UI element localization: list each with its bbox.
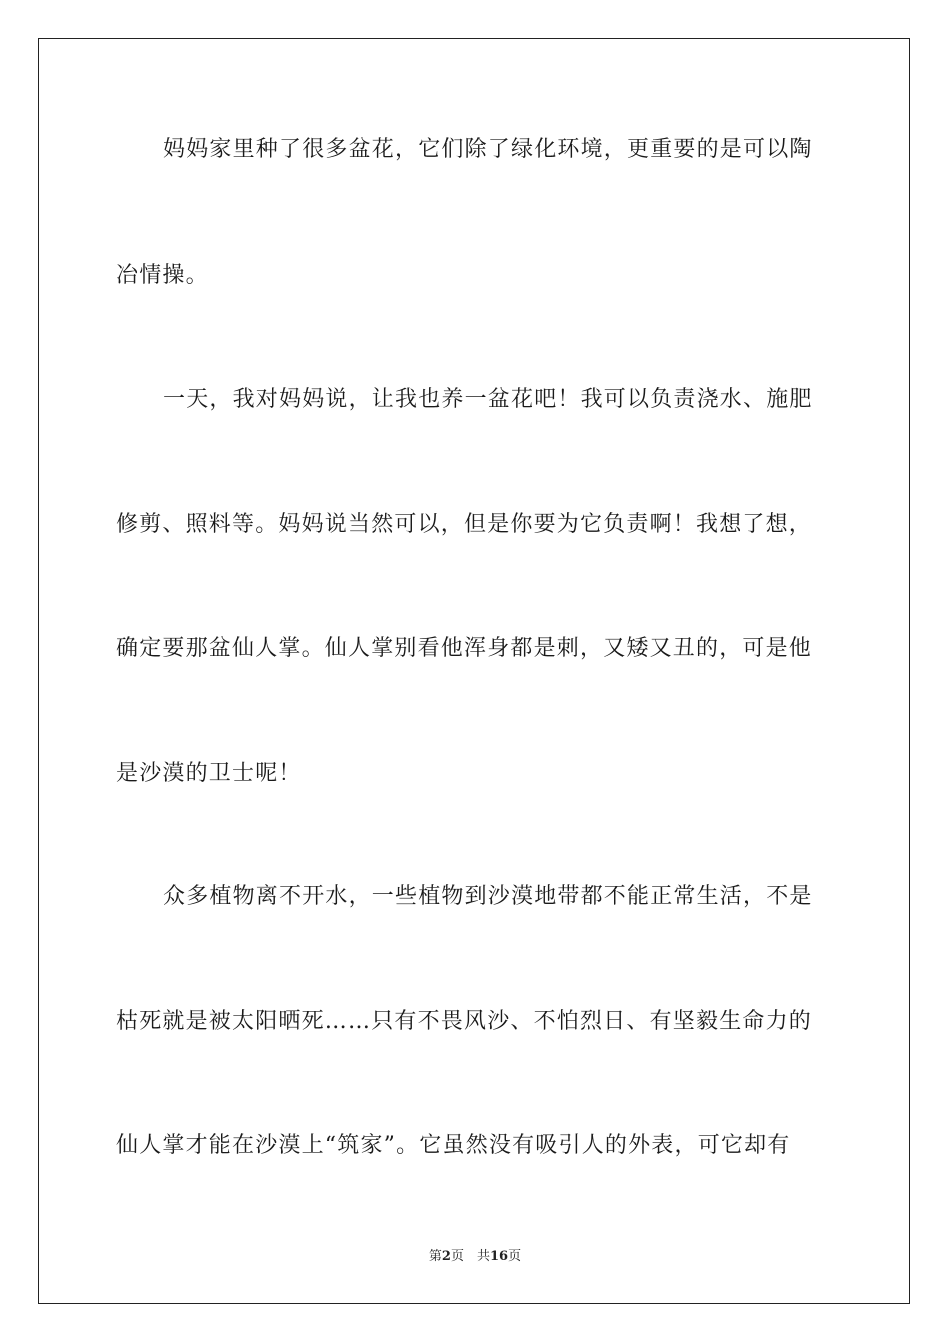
paragraph-2-line-3: 确定要那盆仙人掌。仙人掌别看他浑身都是刺，又矮又丑的，可是他 bbox=[116, 636, 813, 661]
page-footer bbox=[0, 1248, 950, 1266]
paragraph-2-line-2: 修剪、照料等。妈妈说当然可以，但是你要为它负责啊！我想了想， bbox=[116, 512, 813, 537]
paragraph-1-line-2: 冶情操。 bbox=[116, 263, 209, 288]
page-border bbox=[38, 38, 910, 1304]
footer-page-prefix: 第 bbox=[428, 1249, 442, 1264]
footer-current-page: 2 bbox=[441, 1249, 451, 1264]
paragraph-2-line-4: 是沙漠的卫士呢！ bbox=[116, 761, 302, 786]
paragraph-3-line-1: 众多植物离不开水，一些植物到沙漠地带都不能正常生活，不是 bbox=[163, 884, 813, 909]
footer-page-mid: 页 共 bbox=[450, 1249, 490, 1264]
paragraph-2-line-1: 一天，我对妈妈说，让我也养一盆花吧！我可以负责浇水、施肥 bbox=[163, 387, 813, 412]
footer-page-suffix: 页 bbox=[508, 1249, 522, 1264]
paragraph-3-line-3: 仙人掌才能在沙漠上“筑家”。它虽然没有吸引人的外表，可它却有 bbox=[116, 1133, 791, 1158]
paragraph-1-line-1: 妈妈家里种了很多盆花，它们除了绿化环境，更重要的是可以陶 bbox=[163, 137, 813, 162]
paragraph-3-line-2: 枯死就是被太阳晒死……只有不畏风沙、不怕烈日、有坚毅生命力的 bbox=[116, 1009, 813, 1034]
footer-total-pages: 16 bbox=[489, 1249, 509, 1264]
